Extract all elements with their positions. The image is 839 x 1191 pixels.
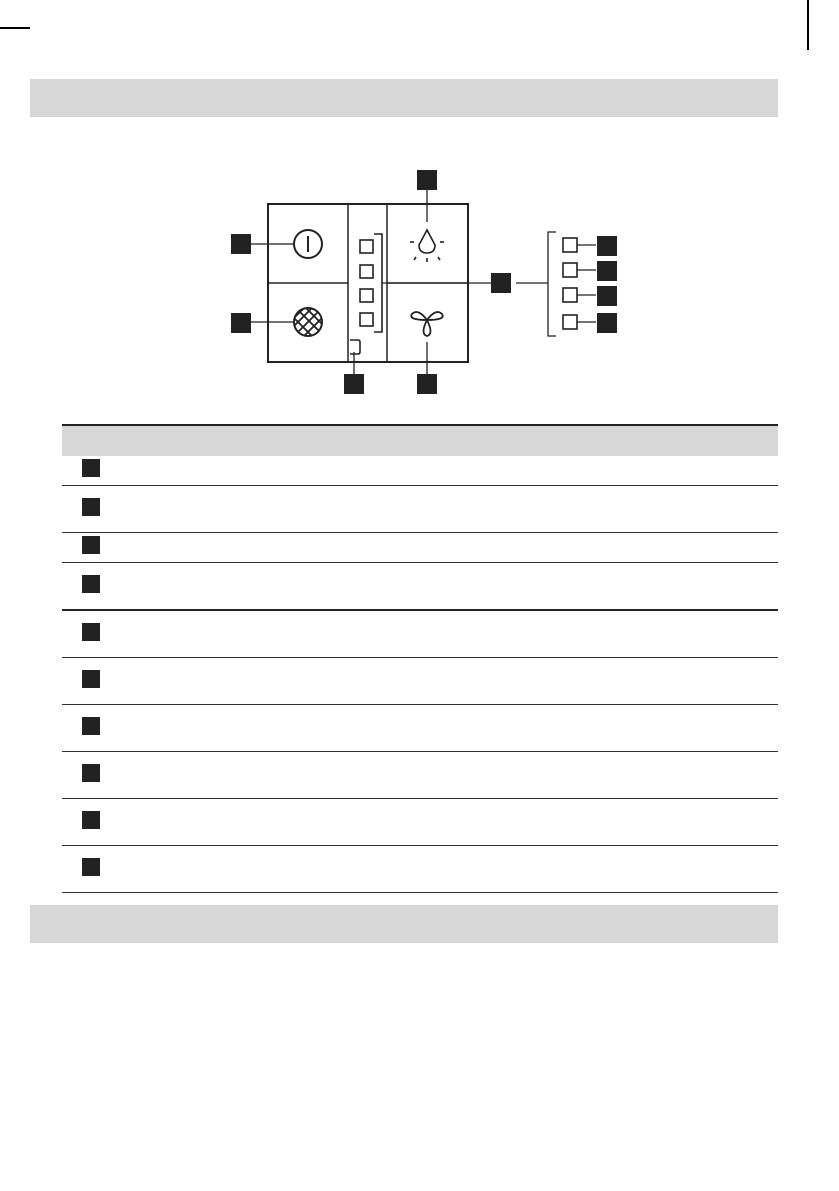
legend-row (62, 752, 778, 799)
light-bulb-icon (410, 230, 444, 262)
callout-number-box (82, 575, 100, 593)
legend-row (62, 658, 778, 705)
legend-table (62, 424, 778, 893)
callout-marker (597, 261, 617, 281)
legend-row (62, 533, 778, 563)
fan-icon (411, 312, 442, 336)
legend-row (62, 846, 778, 893)
callout-marker (597, 236, 617, 256)
callout-marker (597, 286, 617, 306)
callout-marker (491, 273, 511, 293)
callout-marker (231, 313, 251, 333)
callout-number-box (82, 858, 100, 876)
legend-row (62, 563, 778, 611)
callout-marker (417, 374, 437, 394)
legend-row (62, 610, 778, 658)
control-panel-diagram (0, 0, 839, 410)
grease-filter-icon (282, 294, 336, 344)
callout-number-box (82, 717, 100, 735)
callout-marker (417, 170, 437, 190)
callout-marker (597, 313, 617, 333)
callout-number-box (82, 811, 100, 829)
callout-marker (231, 234, 251, 254)
speed-indicator-column (350, 234, 382, 354)
callout-number-box (82, 536, 100, 554)
power-icon (294, 230, 322, 258)
legend-row (62, 799, 778, 846)
callout-number-box (82, 764, 100, 782)
callout-number-box (82, 459, 100, 477)
legend-row (62, 486, 778, 533)
speed-indicator-detail (563, 238, 577, 329)
callout-number-box (82, 498, 100, 516)
legend-row (62, 705, 778, 752)
callout-number-box (82, 623, 100, 641)
section-heading-bar (30, 905, 778, 943)
legend-row (62, 456, 778, 486)
legend-table-header (62, 425, 778, 456)
callout-marker (344, 374, 364, 394)
callout-number-box (82, 670, 100, 688)
